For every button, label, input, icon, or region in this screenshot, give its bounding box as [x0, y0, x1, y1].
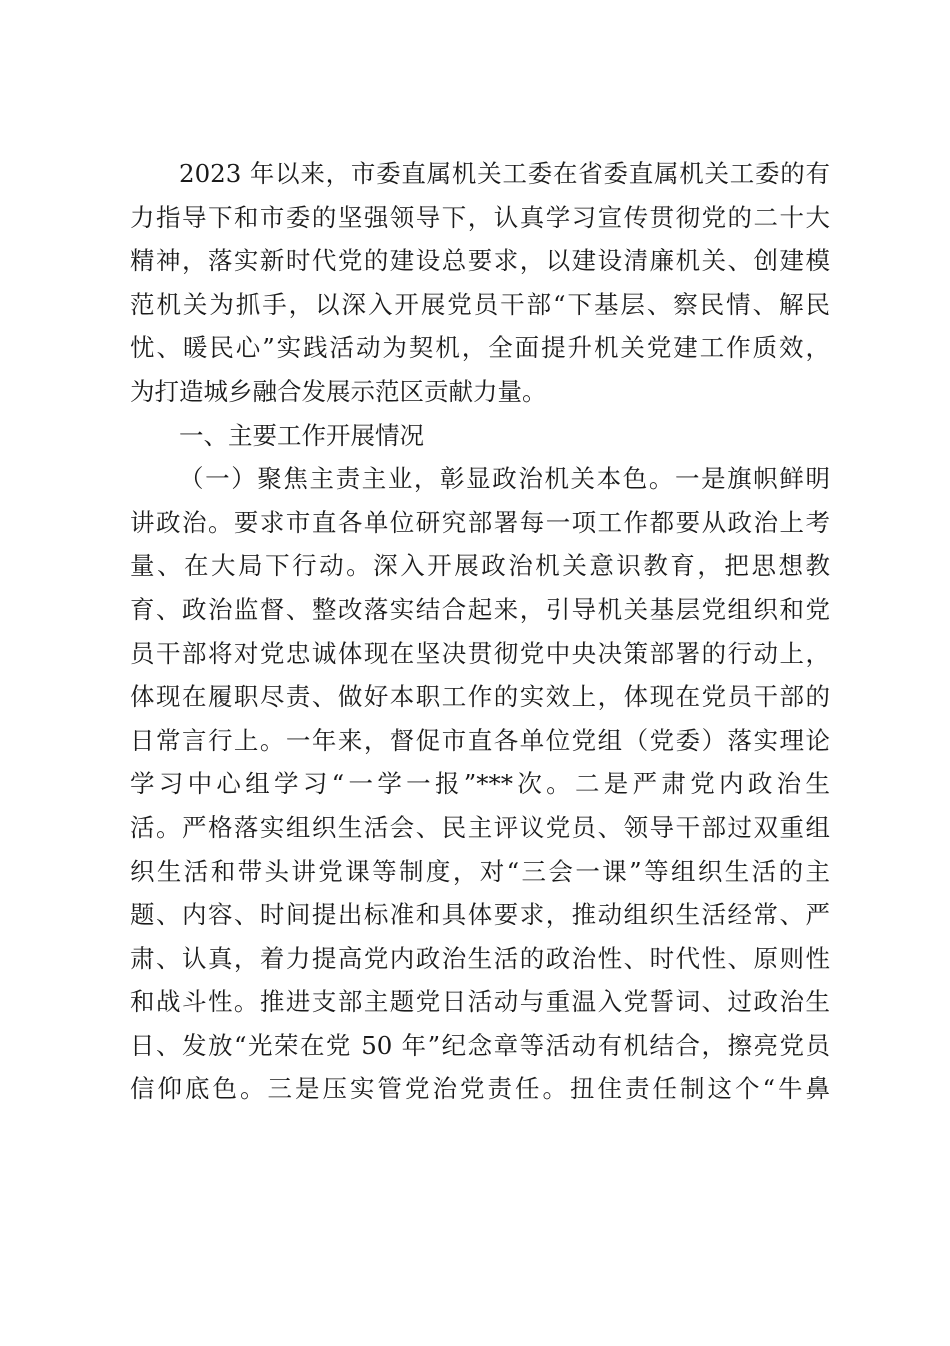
paragraph-subsection-1 — [130, 457, 830, 1111]
text-line: 量、在大局下行动。深入开展政治机关意识教育，把思想教 — [130, 551, 830, 581]
text-line: 题、内容、时间提出标准和具体要求，推动组织生活经常、严 — [130, 900, 830, 930]
text-line: 日、发放“光荣在党 50 年”纪念章等活动有机结合，擦亮党员 — [130, 1030, 830, 1060]
paragraph-intro — [130, 152, 830, 414]
text-line: 育、政治监督、整改落实结合起来，引导机关基层党组织和党 — [130, 594, 830, 624]
text-line: 为打造城乡融合发展示范区贡献力量。 — [130, 376, 547, 406]
text-line: 活。严格落实组织生活会、民主评议党员、领导干部过双重组 — [130, 812, 830, 842]
text-line: 体现在履职尽责、做好本职工作的实效上，体现在党员干部的 — [130, 682, 830, 712]
text-line: 员干部将对党忠诚体现在坚决贯彻党中央决策部署的行动上， — [130, 638, 830, 668]
text-line: 忧、暖民心”实践活动为契机，全面提升机关党建工作质效， — [130, 333, 830, 363]
text-line: 信仰底色。三是压实管党治党责任。扭住责任制这个“牛鼻 — [130, 1074, 830, 1104]
text-line: （一）聚焦主责主业，彰显政治机关本色。一是旗帜鲜明 — [179, 464, 830, 494]
section-heading — [130, 414, 830, 458]
section-heading-text: 一、主要工作开展情况 — [179, 420, 424, 450]
text-line: 范机关为抓手，以深入开展党员干部“下基层、察民情、解民 — [130, 289, 830, 319]
text-line: 学习中心组学习“一学一报”***次。二是严肃党内政治生 — [130, 769, 830, 799]
text-line: 力指导下和市委的坚强领导下，认真学习宣传贯彻党的二十大 — [130, 202, 830, 232]
text-line: 2023 年以来，市委直属机关工委在省委直属机关工委的有 — [179, 159, 830, 188]
text-line: 肃、认真，着力提高党内政治生活的政治性、时代性、原则性 — [130, 943, 830, 973]
text-line: 和战斗性。推进支部主题党日活动与重温入党誓词、过政治生 — [130, 987, 830, 1017]
document-body — [130, 152, 830, 1111]
text-line: 讲政治。要求市直各单位研究部署每一项工作都要从政治上考 — [130, 507, 830, 537]
text-line: 织生活和带头讲党课等制度，对“三会一课”等组织生活的主 — [130, 856, 830, 886]
text-line: 精神，落实新时代党的建设总要求，以建设清廉机关、创建模 — [130, 246, 830, 276]
text-line: 日常言行上。一年来，督促市直各单位党组（党委）落实理论 — [130, 725, 830, 755]
